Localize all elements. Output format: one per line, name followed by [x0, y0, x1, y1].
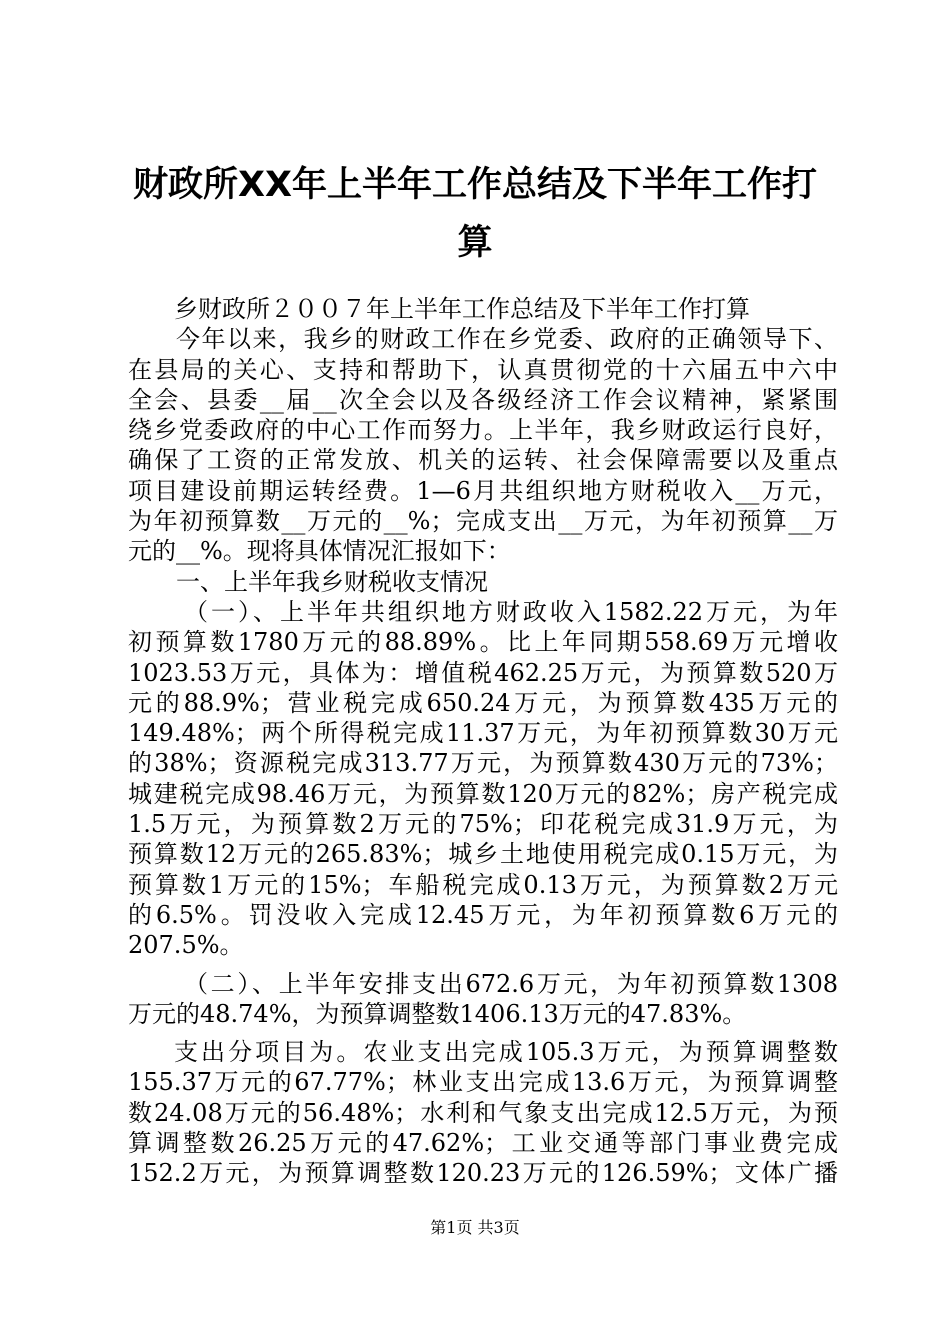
- text-line: 152.2万元，为预算调整数120.23万元的126.59%；文体广播: [128, 1159, 838, 1188]
- text-line: 在县局的关心、支持和帮助下，认真贯彻党的十六届五中六中: [128, 355, 838, 384]
- text-line: 149.48%；两个所得税完成11.37万元，为年初预算数30万元: [128, 719, 838, 748]
- page-footer: 第1页 共3页: [430, 1218, 520, 1237]
- text-line: 元的88.9%；营业税完成650.24万元，为预算数435万元的: [128, 688, 838, 717]
- document-body: [128, 294, 838, 1189]
- subtitle-line: 乡财政所２００７年上半年工作总结及下半年工作打算: [174, 295, 750, 323]
- text-line: 算调整数26.25万元的47.62%；工业交通等部门事业费完成: [128, 1129, 838, 1158]
- text-line: 万元的48.74%，为预算调整数1406.13万元的47.83%。: [128, 999, 747, 1028]
- text-line: 项目建设前期运转经费。1—6月共组织地方财税收入__万元，: [128, 476, 838, 505]
- text-line: 城建税完成98.46万元，为预算数120万元的82%；房产税完成: [128, 779, 838, 808]
- text-line: （一）、上半年共组织地方财政收入1582.22万元，为年: [184, 597, 838, 626]
- text-line: 预算数1万元的15%；车船税完成0.13万元，为预算数2万元: [128, 870, 838, 899]
- section-heading: 一、上半年我乡财税收支情况: [176, 567, 488, 596]
- text-line: 今年以来，我乡的财政工作在乡党委、政府的正确领导下、: [176, 325, 838, 354]
- text-line: 155.37万元的67.77%；林业支出完成13.6万元，为预算调整: [128, 1068, 838, 1097]
- text-line: 支出分项目为。农业支出完成105.3万元，为预算调整数: [174, 1038, 838, 1067]
- text-line: 为年初预算数__万元的__%；完成支出__万元，为年初预算__万: [128, 507, 838, 536]
- text-line: 绕乡党委政府的中心工作而努力。上半年，我乡财政运行良好，: [128, 416, 838, 445]
- text-line: 元的__%。现将具体情况汇报如下：: [128, 537, 511, 566]
- text-line: 初预算数1780万元的88.89%。比上年同期558.69万元增收: [128, 628, 838, 657]
- text-line: 数24.08万元的56.48%；水利和气象支出完成12.5万元，为预: [128, 1098, 838, 1127]
- text-line: 1.5万元，为预算数2万元的75%；印花税完成31.9万元，为: [128, 810, 838, 839]
- text-line: 207.5%。: [128, 931, 244, 960]
- text-line: 的6.5%。罚没收入完成12.45万元，为年初预算数6万元的: [128, 900, 838, 929]
- text-line: 全会、县委__届__次全会以及各级经济工作会议精神，紧紧围: [128, 385, 838, 414]
- text-line: 确保了工资的正常发放、机关的运转、社会保障需要以及重点: [128, 446, 838, 475]
- document-title-line-1: 财政所XX年上半年工作总结及下半年工作打: [133, 165, 817, 205]
- text-line: 的38%；资源税完成313.77万元，为预算数430万元的73%；: [128, 749, 838, 778]
- document-title-line-2: 算: [457, 223, 493, 263]
- text-line: 1023.53万元，具体为：增值税462.25万元，为预算数520万: [128, 658, 838, 687]
- text-line: 预算数12万元的265.83%；城乡土地使用税完成0.15万元，为: [128, 840, 838, 869]
- text-line: （二）、上半年安排支出672.6万元，为年初预算数1308: [184, 969, 838, 998]
